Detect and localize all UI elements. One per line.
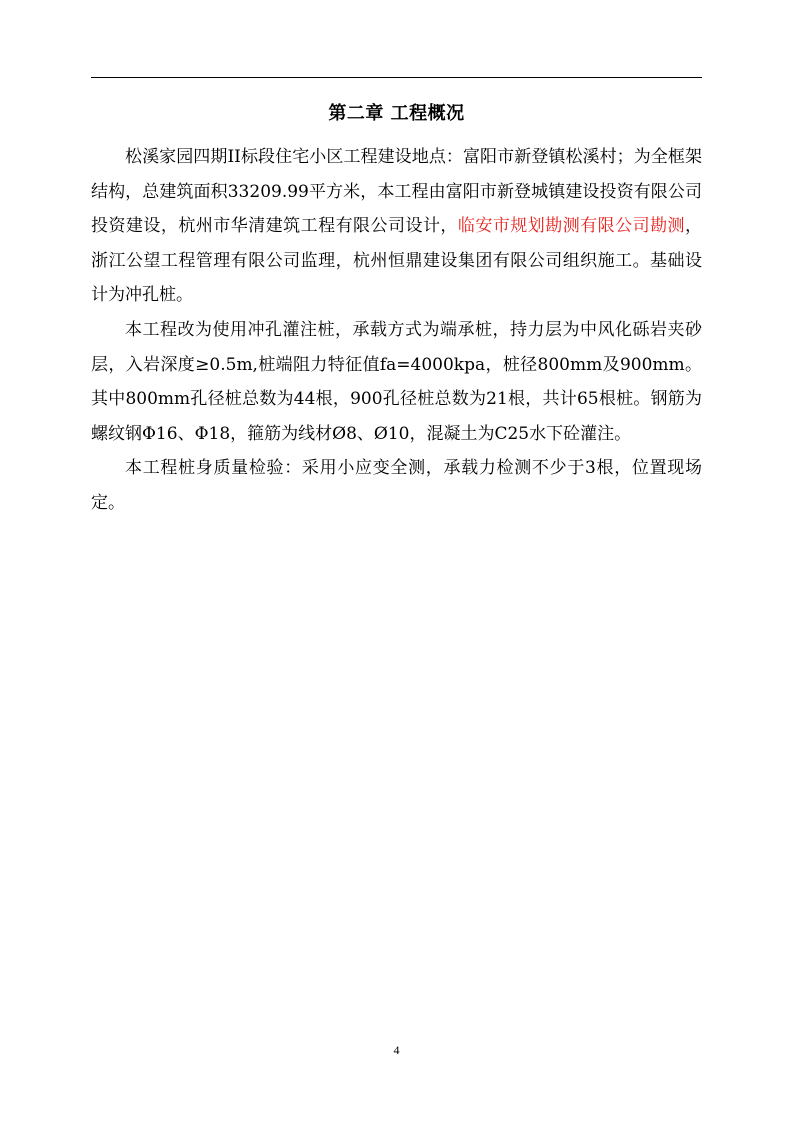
paragraph-text: 本工程桩身质量检验：采用小应变全测，承载力检测不少于3根，位置现场定。 bbox=[91, 458, 702, 513]
highlighted-survey-company: 临安市规划勘测有限公司勘测 bbox=[457, 216, 686, 237]
paragraph-quality-inspection bbox=[91, 451, 702, 520]
paragraph-text: ，浙江公望工程管理有限公司监理，杭州恒鼎建设集团有限公司组织施工。基础设计为冲孔桩。 bbox=[91, 216, 703, 306]
paragraph-project-overview bbox=[91, 140, 702, 313]
paragraph-text: 松溪家园四期II标段住宅小区工程建设地点：富阳市新登镇松溪村；为全框架结构，总建筑面积33209.99平方米，本工程由富阳市新登城镇建设投资有限公司投资建设，杭州市华清建筑工程有限公司设计， bbox=[91, 147, 702, 237]
page-number: 4 bbox=[393, 1043, 400, 1057]
chapter-title: 第二章 工程概况 bbox=[328, 103, 465, 124]
paragraph-pile-specs bbox=[91, 313, 702, 451]
body-text bbox=[91, 140, 702, 521]
header-rule bbox=[91, 77, 702, 78]
paragraph-text: 本工程改为使用冲孔灌注桩，承载方式为端承桩，持力层为中风化砾岩夹砂层，入岩深度≥0.5m,桩端阻力特征值fa=4000kpa，桩径800mm及900mm。其中800mm孔径桩总数为44根，900孔径桩总数为21根，共计65根桩。钢筋为螺纹钢Φ16、Φ18，箍筋为线材Ø8、Ø10，混凝土为C25水下砼灌注。 bbox=[91, 319, 702, 444]
